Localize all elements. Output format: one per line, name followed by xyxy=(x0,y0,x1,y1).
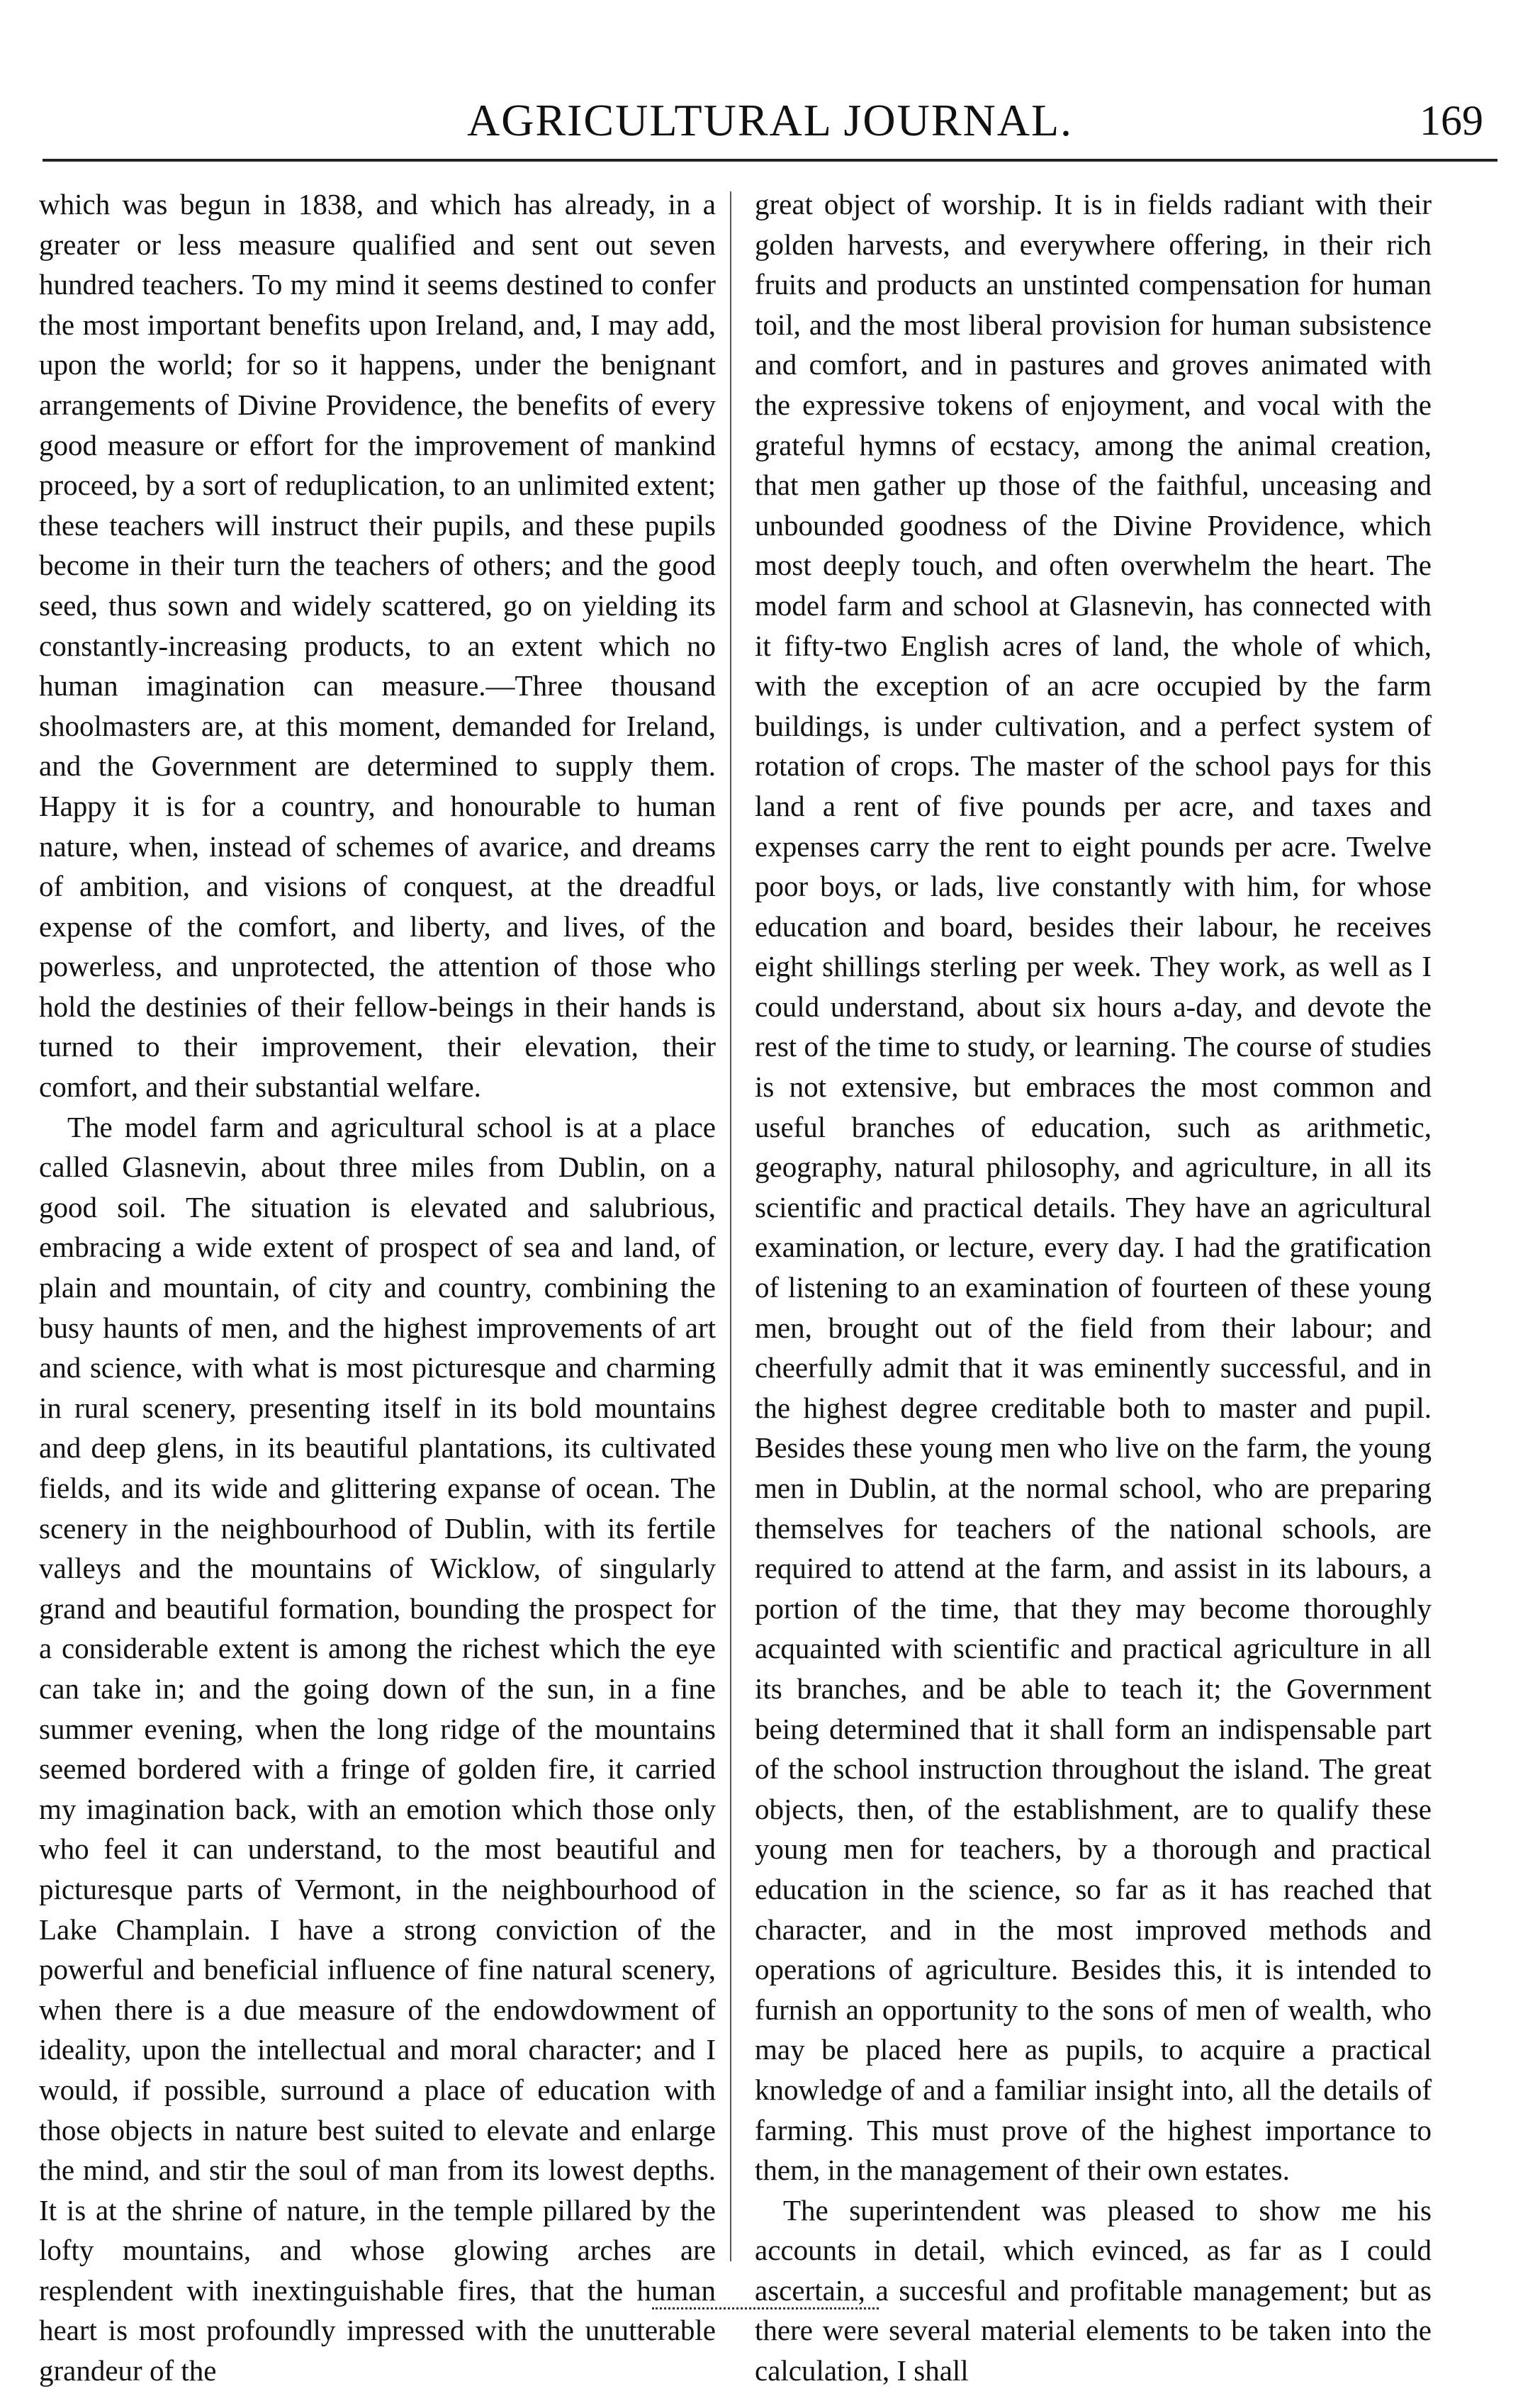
left-column xyxy=(39,184,716,2387)
left-paragraph-2: The model farm and agricultural school is at a place called Glasnevin, about three miles from Dublin, on a good soil. The situation is elevated and salubrious, embracing a wide extent of prospect of sea and land, of plain and mountain, of city and country, combining the busy haunts of men, and the highest improvements of art and science, with what is most picturesque and charming in rural scenery, presenting itself in its bold mountains and deep glens, in its beautiful plantations, its cultivated fields, and its wide and glittering expanse of ocean. The scenery in the neighbourhood of Dublin, with its fertile valleys and the mountains of Wicklow, of singularly grand and beautiful formation, bounding the prospect for a considerable extent is among the richest which the eye can take in; and the going down of the sun, in a fine summer evening, when the long ridge of the mountains seemed bordered with a fringe of golden fire, it carried my imagination back, with an emotion which those only who feel it can understand, to the most beautiful and picturesque parts of Vermont, in the neighbourhood of Lake Champlain. I have a strong conviction of the powerful and beneficial influence of fine natural scenery, when there is a due measure of the endowdowment of ideality, upon the intellectual and moral character; and I would, if possible, surround a place of education with those objects in nature best suited to elevate and enlarge the mind, and stir the soul of man from its lowest depths. It is at the shrine of nature, in the temple pillared by the lofty mountains, and whose glowing arches are resplendent with inextinguishable fires, that the human heart is most profoundly impressed with the unutterable grandeur of the xyxy=(39,1110,716,2387)
page-header xyxy=(43,85,1497,156)
running-title: AGRICULTURAL JOURNAL. xyxy=(466,95,1074,145)
right-paragraph-1: great object of worship. It is in fields radiant with their golden harvests, and everywhere offering, in their rich fruits and products an unstinted compensation for human toil, and the most liberal provision for human subsistence and comfort, and in pastures and groves animated with the expressive tokens of enjoyment, and vocal with the grateful hymns of ecstacy, among the animal creation, that men gather up those of the faithful, unceasing and unbounded goodness of the Divine Providence, which most deeply touch, and often overwhelm the heart. The model farm and school at Glasnevin, has connected with it fifty-two English acres of land, the whole of which, with the exception of an acre occupied by the farm buildings, is under cultivation, and a perfect system of rotation of crops. The master of the school pays for this land a rent of five pounds per acre, and taxes and expenses carry the rent to eight pounds per acre. Twelve poor boys, or lads, live constantly with him, for whose education and board, besides their labour, he receives eight shillings sterling per week. They work, as well as I could understand, about six hours a-day, and devote the rest of the time to study, or learning. The course of studies is not extensive, but embraces the most common and useful branches of education, such as arithmetic, geography, natural philosophy, and agriculture, in all its scientific and practical details. They have an agricultural examination, or lecture, every day. I had the gratification of listening to an examination of fourteen of these young men, brought out of the field from their labour; and cheerfully admit that it was eminently successful, and in the highest degree creditable both to master and pupil. Besides these young men who live on the farm, the young men in Dublin, at the normal school, who are preparing themselves for teachers of the national schools, are required to attend at the farm, and assist in its labours, a portion of the time, that they may become thoroughly acquainted with scientific and practical agriculture in all its branches, and be able to teach it; the Government being determined that it shall form an indispensable part of the school instruction throughout the island. The great objects, then, of the establishment, are to qualify these young men for teachers, by a thorough and practical education in the science, so far as it has reached that character, and in the most improved methods and operations of agriculture. Besides this, it is intended to furnish an opportunity to the sons of men of wealth, who may be placed here as pupils, to acquire a practical knowledge of and a familiar insight into, all the details of farming. This must prove of the highest importance to them, in the management of their own estates. xyxy=(755,188,1432,2187)
footer-ornament xyxy=(652,2307,879,2309)
right-paragraph-2: The superintendent was pleased to show me his accounts in detail, which evinced, as far as I could ascertain, a succesful and profitable management; but as there were several material elements to be taken into the calculation, I shall xyxy=(755,2193,1432,2387)
page-number: 169 xyxy=(1420,97,1483,144)
left-paragraph-1: which was begun in 1838, and which has already, in a greater or less measure qualified and sent out seven hundred teachers. To my mind it seems destined to confer the most important benefits upon Ireland, and, I may add, upon the world; for so it happens, under the benignant arrangements of Divine Providence, the benefits of every good measure or effort for the improvement of mankind proceed, by a sort of reduplication, to an unlimited extent; these teachers will instruct their pupils, and these pupils become in their turn the teachers of others; and the good seed, thus sown and widely scattered, go on yielding its constantly-increasing products, to an extent which no human imagination can measure.—Three thousand shoolmasters are, at this moment, demanded for Ireland, and the Government are determined to supply them. Happy it is for a country, and honourable to human nature, when, instead of schemes of avarice, and dreams of ambition, and visions of conquest, at the dreadful expense of the comfort, and liberty, and lives, of the powerless, and unprotected, the attention of those who hold the destinies of their fellow-beings in their hands is turned to their improvement, their elevation, their comfort, and their substantial welfare. xyxy=(39,188,716,1104)
right-column xyxy=(755,184,1432,2387)
column-divider xyxy=(730,191,731,2261)
header-rule xyxy=(43,159,1497,162)
